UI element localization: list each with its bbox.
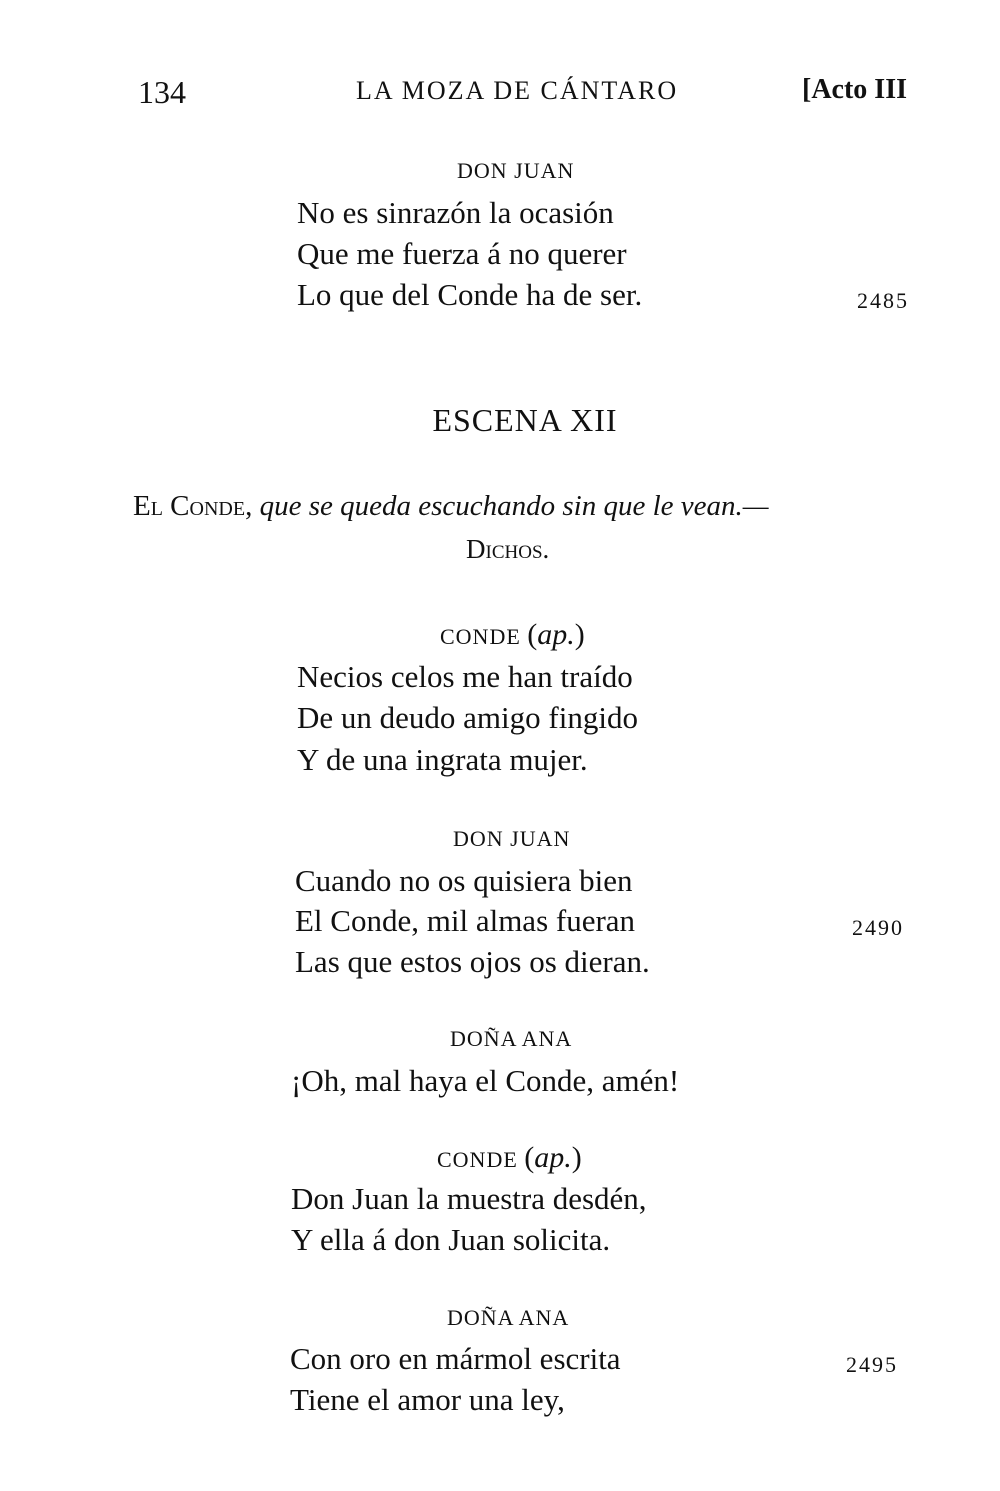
verse-line: Y de una ingrata mujer. — [297, 742, 588, 777]
act-label: [Acto III — [802, 74, 907, 105]
running-title: LA MOZA DE CÁNTARO — [356, 76, 679, 105]
verse-line: Necios celos me han traído — [297, 659, 633, 694]
verse-line: Lo que del Conde ha de ser. — [297, 277, 643, 312]
stage-character: El Conde, — [133, 490, 253, 522]
page-number: 134 — [138, 74, 186, 110]
speaker-name: DON JUAN — [453, 826, 571, 851]
speaker-name: DOÑA ANA — [447, 1305, 570, 1330]
aside-marker: (ap.) — [524, 1141, 582, 1174]
stage-others: Dichos. — [466, 534, 550, 564]
speaker-heading — [440, 618, 585, 652]
verse-line: Don Juan la muestra desdén, — [291, 1181, 647, 1216]
aside-marker: (ap.) — [527, 618, 585, 651]
line-number: 2485 — [857, 288, 909, 313]
verse-line: No es sinrazón la ocasión — [297, 195, 614, 230]
speaker-name: CONDE — [440, 624, 521, 649]
aside-text: ap. — [534, 1141, 572, 1174]
verse-line: Cuando no os quisiera bien — [295, 863, 633, 898]
stage-direction — [133, 490, 769, 523]
verse-line: ¡Oh, mal haya el Conde, amén! — [291, 1063, 680, 1098]
speaker-heading — [437, 1141, 582, 1175]
line-number: 2490 — [852, 915, 904, 940]
speaker-name: DOÑA ANA — [450, 1026, 573, 1051]
scene-heading: ESCENA XII — [432, 402, 618, 438]
verse-line: Y ella á don Juan solicita. — [291, 1222, 611, 1257]
verse-line: Que me fuerza á no querer — [297, 236, 627, 271]
line-number: 2495 — [846, 1352, 898, 1377]
verse-line: De un deudo amigo fingido — [297, 700, 638, 735]
verse-line: El Conde, mil almas fueran — [295, 903, 636, 938]
verse-line: Las que estos ojos os dieran. — [295, 944, 650, 979]
speaker-name: DON JUAN — [457, 158, 575, 183]
verse-line: Con oro en mármol escrita — [290, 1341, 621, 1376]
speaker-name: CONDE — [437, 1147, 518, 1172]
stage-text: que se queda escuchando sin que le vean.— — [259, 490, 769, 522]
verse-line: Tiene el amor una ley, — [290, 1382, 565, 1417]
aside-text: ap. — [537, 618, 575, 651]
